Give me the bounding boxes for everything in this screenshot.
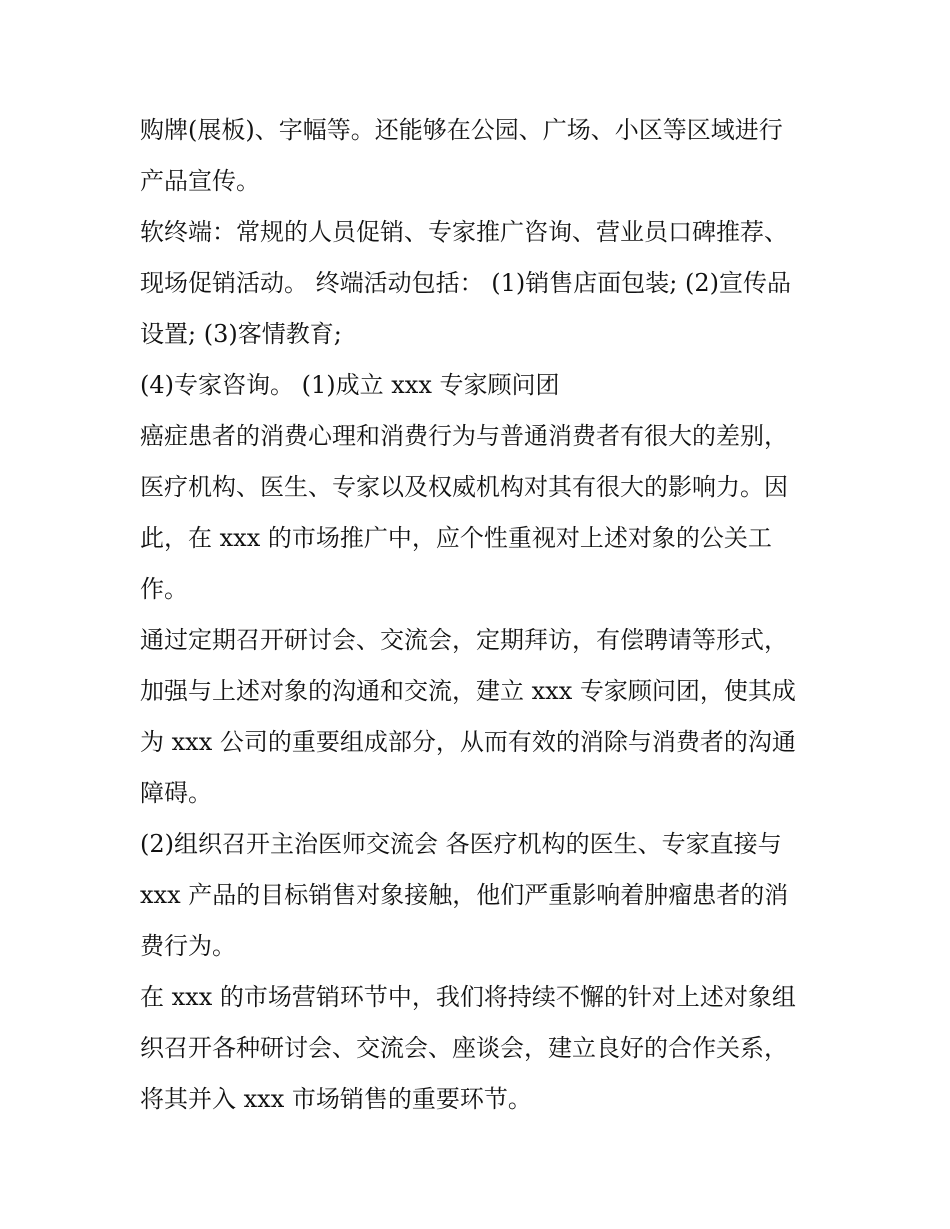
body-text: [140, 105, 820, 1125]
text-line: (2)组织召开主治医师交流会 各医疗机构的医生、专家直接与: [140, 830, 782, 858]
text-line: 通过定期召开研讨会、交流会，定期拜访，有偿聘请等形式，: [140, 626, 788, 654]
text-line: 软终端：常规的人员促销、专家推广咨询、营业员口碑推荐、: [140, 218, 788, 246]
text-line: 购牌(展板)、字幅等。还能够在公园、广场、小区等区域进行: [140, 116, 783, 144]
text-line: 织召开各种研讨会、交流会、座谈会，建立良好的合作关系，: [140, 1034, 788, 1062]
text-line: 产品宣传。: [140, 167, 260, 195]
text-line: 为 xxx 公司的重要组成部分，从而有效的消除与消费者的沟通: [140, 728, 796, 756]
text-line: (4)专家咨询。 (1)成立 xxx 专家顾问团: [140, 371, 560, 399]
text-line: 设置; (3)客情教育;: [140, 320, 342, 348]
text-line: 现场促销活动。 终端活动包括： (1)销售店面包装; (2)宣传品: [140, 269, 791, 297]
text-line: 癌症患者的消费心理和消费行为与普通消费者有很大的差别，: [140, 422, 788, 450]
text-line: 在 xxx 的市场营销环节中，我们将持续不懈的针对上述对象组: [140, 983, 796, 1011]
text-line: 障碍。: [140, 779, 212, 807]
text-line: 作。: [140, 575, 188, 603]
text-line: 将其并入 xxx 市场销售的重要环节。: [140, 1085, 532, 1113]
text-line: xxx 产品的目标销售对象接触，他们严重影响着肿瘤患者的消: [140, 881, 789, 909]
text-line: 医疗机构、医生、专家以及权威机构对其有很大的影响力。因: [140, 473, 788, 501]
text-line: 加强与上述对象的沟通和交流，建立 xxx 专家顾问团，使其成: [140, 677, 796, 705]
text-line: 费行为。: [140, 932, 236, 960]
text-line: 此，在 xxx 的市场推广中，应个性重视对上述对象的公关工: [140, 524, 772, 552]
